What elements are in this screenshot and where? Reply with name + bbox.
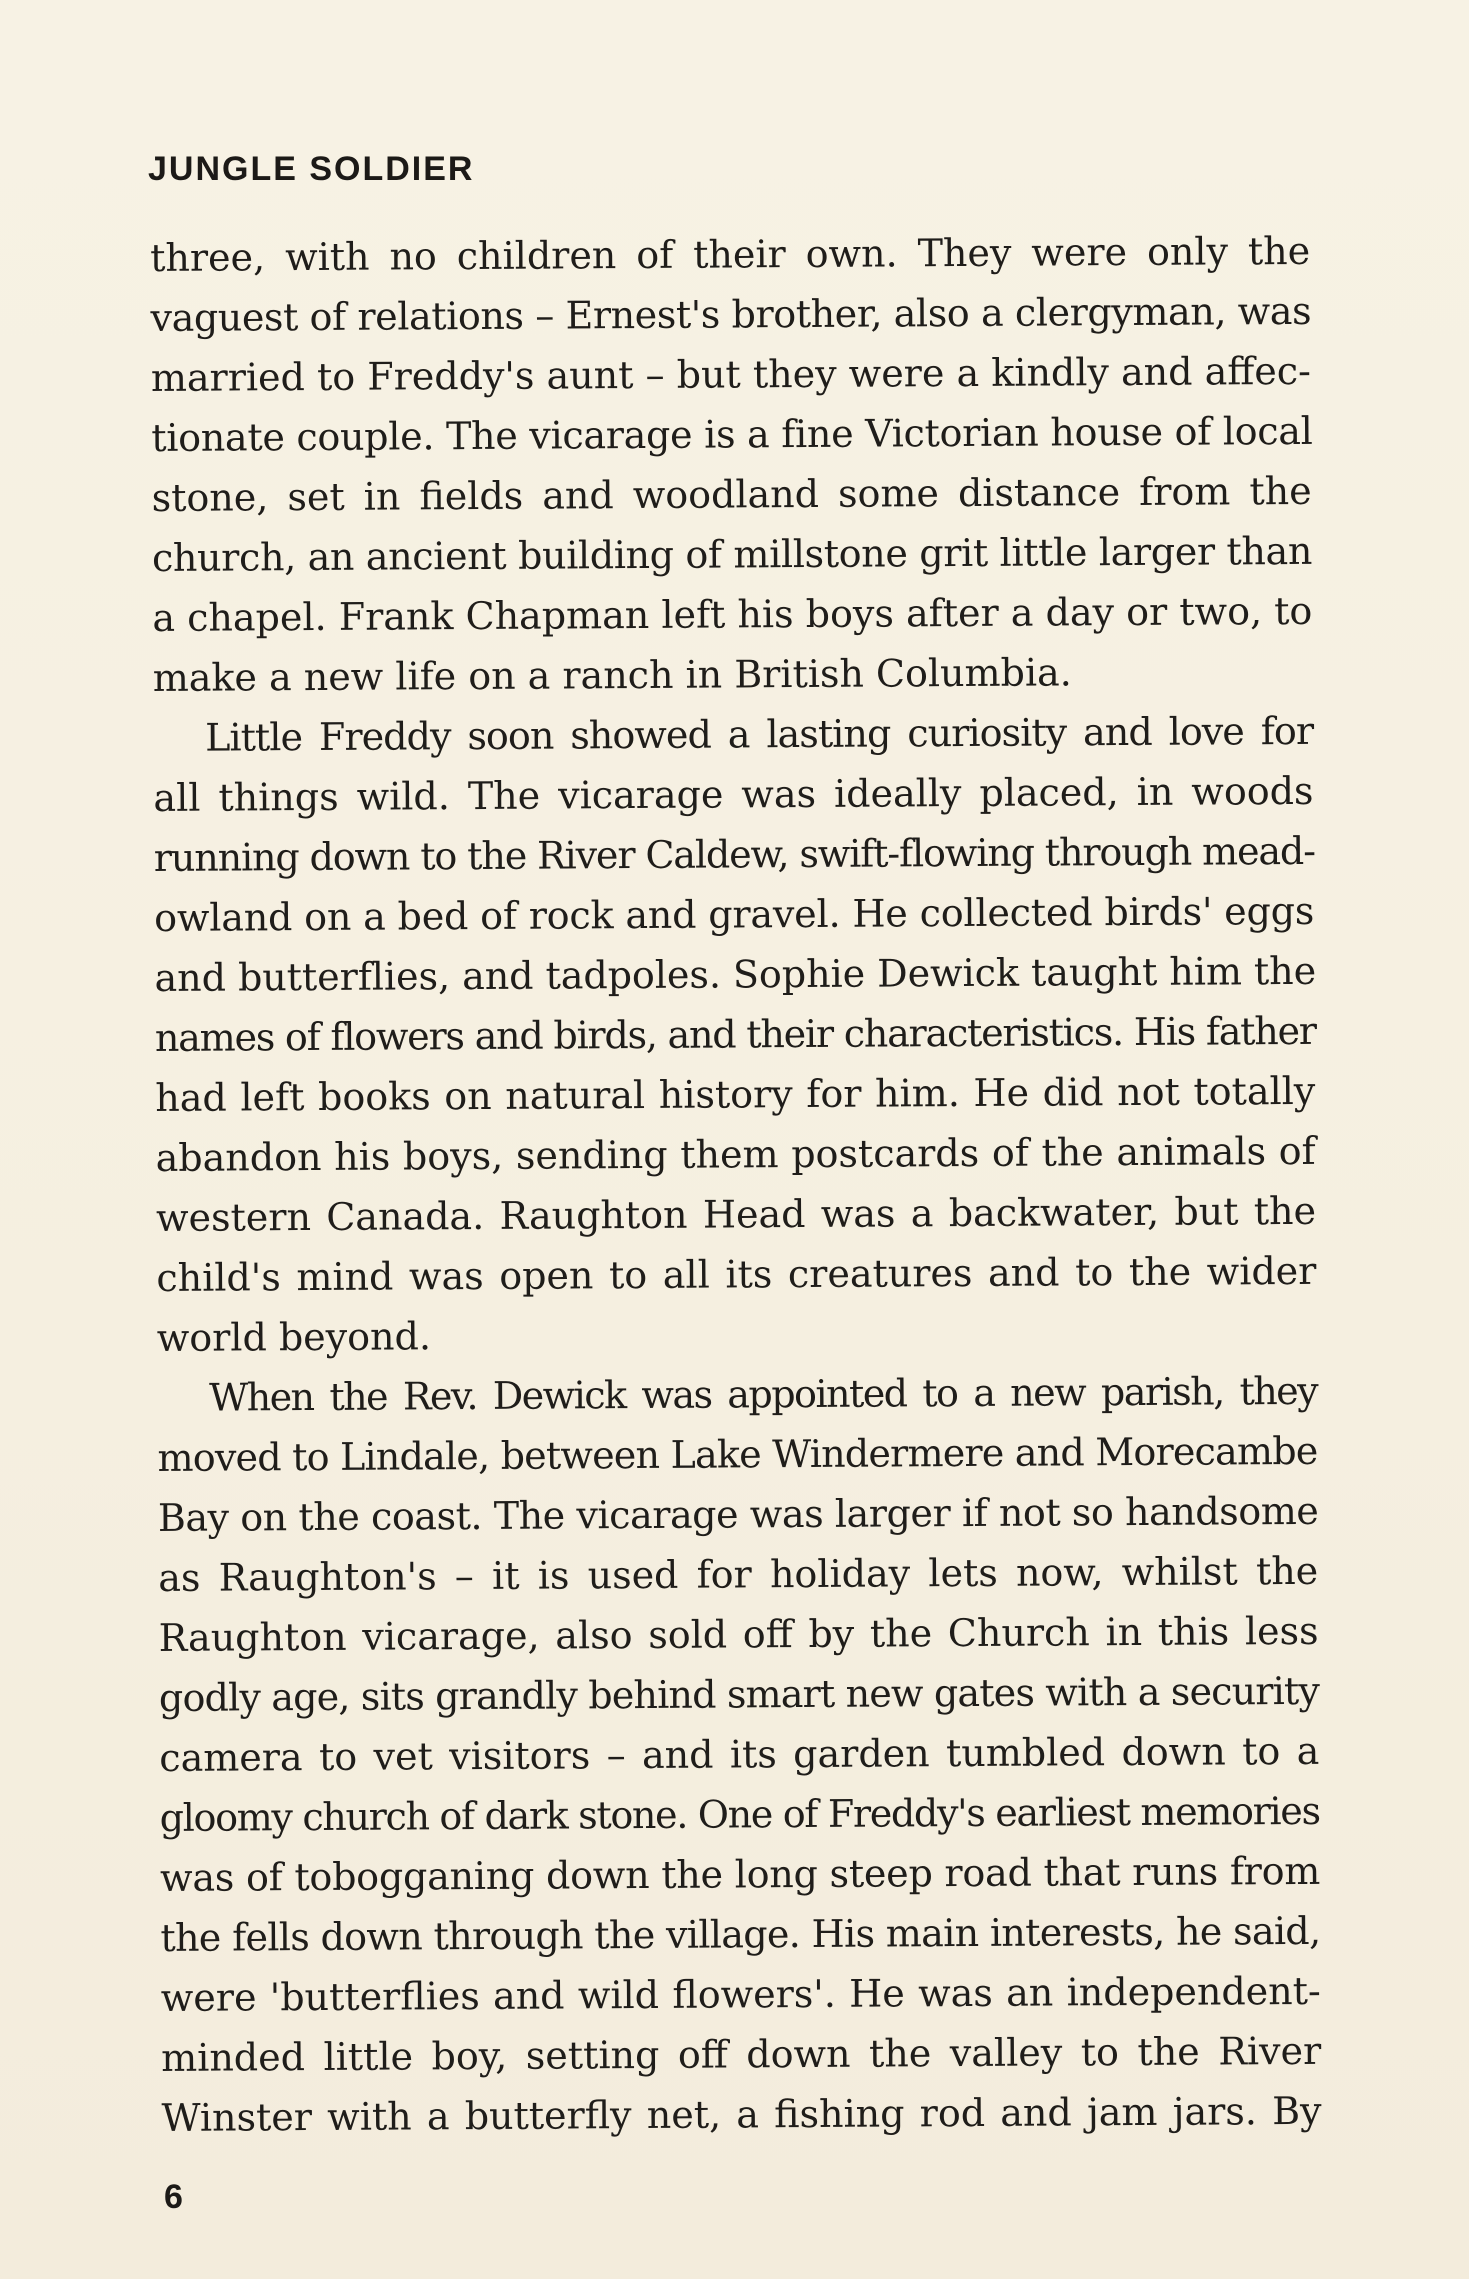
text-line: owland on a bed of rock and gravel. He collected birds' eggs (154, 888, 1315, 940)
text-line: abandon his boys, sending them postcards of the animals of (155, 1128, 1316, 1180)
text-line: names of flowers and birds, and their characteristics. His father (154, 1008, 1316, 1060)
text-line: Little Freddy soon showed a lasting curiosity and love for (204, 708, 1314, 760)
text-line: running down to the River Caldew, swift-flowing through mead- (153, 828, 1316, 880)
text-line: Bay on the coast. The vicarage was larger if not so handsome (157, 1488, 1319, 1540)
text-line: three, with no children of their own. They were only the (150, 228, 1311, 280)
page-number: 6 (164, 2178, 183, 2216)
text-line: as Raughton's – it is used for holiday lets now, whilst the (158, 1548, 1319, 1600)
text-line: and butterflies, and tadpoles. Sophie Dewick taught him the (154, 948, 1317, 1000)
text-line: minded little boy, setting off down the valley to the River (161, 2028, 1322, 2080)
text-line: were 'butterflies and wild flowers'. He was an independent- (160, 1968, 1321, 2020)
text-line: stone, set in fields and woodland some distance from the (151, 468, 1312, 520)
paragraph-1 (150, 221, 1313, 708)
text-line: church, an ancient building of millstone grit little larger than (151, 528, 1313, 580)
text-line: a chapel. Frank Chapman left his boys after a day or two, to (152, 588, 1313, 640)
text-line: tionate couple. The vicarage is a fine Victorian house of local (151, 408, 1313, 460)
text-line: the fells down through the village. His main interests, he said, (160, 1908, 1321, 1960)
text-line: vaguest of relations – Ernest's brother, also a clergyman, was (150, 288, 1312, 340)
text-line: had left books on natural history for him. He did not totally (155, 1068, 1316, 1120)
body-text (150, 221, 1322, 2148)
text-line: all things wild. The vicarage was ideally placed, in woods (153, 768, 1314, 820)
text-line: camera to vet visitors – and its garden tumbled down to a (159, 1728, 1320, 1780)
paragraph-2 (153, 701, 1317, 1368)
text-line: married to Freddy's aunt – but they were a kindly and affec- (150, 348, 1312, 400)
text-line: make a new life on a ranch in British Columbia. (152, 650, 1072, 700)
text-line: gloomy church of dark stone. One of Freddy's earliest memories (159, 1788, 1320, 1840)
paragraph-3 (157, 1361, 1322, 2148)
text-line: western Canada. Raughton Head was a backwater, but the (155, 1188, 1317, 1240)
text-line: Raughton vicarage, also sold off by the Church in this less (158, 1608, 1319, 1660)
text-line: godly age, sits grandly behind smart new gates with a security (158, 1668, 1320, 1720)
text-line: When the Rev. Dewick was appointed to a new parish, they (209, 1368, 1318, 1420)
text-line: Winster with a butterfly net, a fishing rod and jam jars. By (161, 2088, 1322, 2140)
text-line: world beyond. (156, 1314, 432, 1360)
text-line: was of tobogganing down the long steep road that runs from (159, 1848, 1321, 1900)
text-line: child's mind was open to all its creatures and to the wider (156, 1248, 1317, 1300)
running-head: JUNGLE SOLDIER (148, 150, 475, 188)
text-line: moved to Lindale, between Lake Windermere and Morecambe (157, 1428, 1318, 1480)
